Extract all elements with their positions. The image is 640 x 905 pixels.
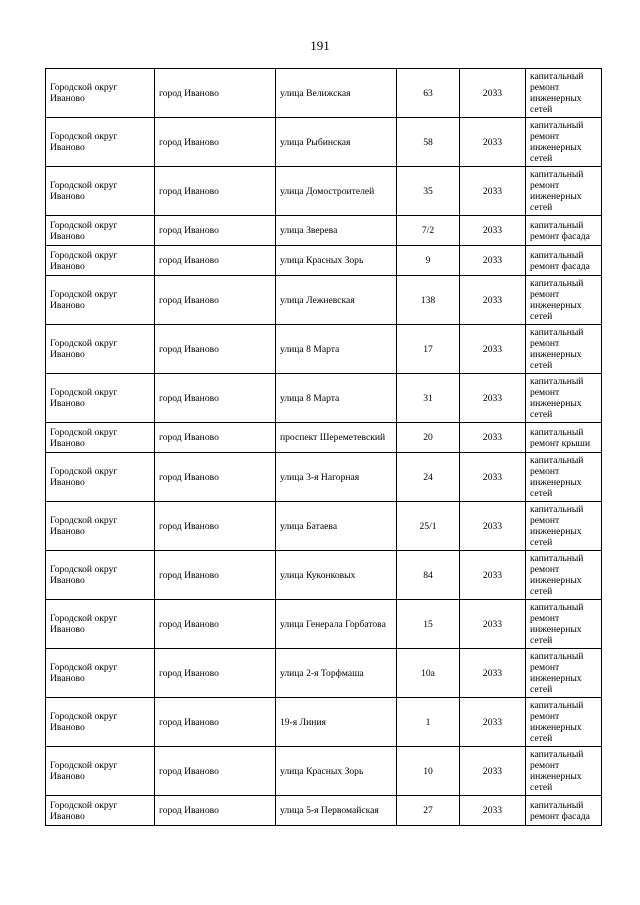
table-row bbox=[46, 216, 602, 246]
table-row bbox=[46, 551, 602, 600]
year-cell: 2033 bbox=[460, 502, 526, 551]
district-cell: Городской округ Иваново bbox=[46, 246, 155, 276]
city-cell: город Иваново bbox=[155, 374, 276, 423]
work-type-cell: капитальный ремонт инженерных сетей bbox=[526, 167, 602, 216]
page-number: 191 bbox=[310, 38, 330, 53]
street-cell: улица Велижская bbox=[276, 69, 397, 118]
house-cell: 31 bbox=[397, 374, 460, 423]
street-cell: улица 8 Марта bbox=[276, 374, 397, 423]
work-type-cell: капитальный ремонт инженерных сетей bbox=[526, 453, 602, 502]
table-row bbox=[46, 246, 602, 276]
city-cell: город Иваново bbox=[155, 325, 276, 374]
street-cell: улица 2-я Торфмаша bbox=[276, 649, 397, 698]
district-cell: Городской округ Иваново bbox=[46, 796, 155, 826]
table-row bbox=[46, 453, 602, 502]
street-cell: улица 3-я Нагорная bbox=[276, 453, 397, 502]
year-cell: 2033 bbox=[460, 453, 526, 502]
housing-repair-table bbox=[45, 68, 602, 826]
city-cell: город Иваново bbox=[155, 246, 276, 276]
table-row bbox=[46, 276, 602, 325]
street-cell: улица Зверева bbox=[276, 216, 397, 246]
district-cell: Городской округ Иваново bbox=[46, 698, 155, 747]
work-type-cell: капитальный ремонт инженерных сетей bbox=[526, 118, 602, 167]
city-cell: город Иваново bbox=[155, 600, 276, 649]
work-type-cell: капитальный ремонт инженерных сетей bbox=[526, 600, 602, 649]
work-type-cell: капитальный ремонт фасада bbox=[526, 216, 602, 246]
house-cell: 25/1 bbox=[397, 502, 460, 551]
work-type-cell: капитальный ремонт фасада bbox=[526, 246, 602, 276]
work-type-cell: капитальный ремонт крыши bbox=[526, 423, 602, 453]
city-cell: город Иваново bbox=[155, 698, 276, 747]
district-cell: Городской округ Иваново bbox=[46, 551, 155, 600]
work-type-cell: капитальный ремонт инженерных сетей bbox=[526, 698, 602, 747]
district-cell: Городской округ Иваново bbox=[46, 649, 155, 698]
street-cell: улица Куконковых bbox=[276, 551, 397, 600]
table-row bbox=[46, 423, 602, 453]
work-type-cell: капитальный ремонт инженерных сетей bbox=[526, 502, 602, 551]
district-cell: Городской округ Иваново bbox=[46, 453, 155, 502]
house-cell: 27 bbox=[397, 796, 460, 826]
house-cell: 35 bbox=[397, 167, 460, 216]
district-cell: Городской округ Иваново bbox=[46, 502, 155, 551]
house-cell: 84 bbox=[397, 551, 460, 600]
year-cell: 2033 bbox=[460, 698, 526, 747]
district-cell: Городской округ Иваново bbox=[46, 167, 155, 216]
house-cell: 7/2 bbox=[397, 216, 460, 246]
table-row bbox=[46, 747, 602, 796]
street-cell: улица Батаева bbox=[276, 502, 397, 551]
house-cell: 10а bbox=[397, 649, 460, 698]
table-row bbox=[46, 502, 602, 551]
work-type-cell: капитальный ремонт инженерных сетей bbox=[526, 374, 602, 423]
city-cell: город Иваново bbox=[155, 649, 276, 698]
house-cell: 1 bbox=[397, 698, 460, 747]
city-cell: город Иваново bbox=[155, 502, 276, 551]
city-cell: город Иваново bbox=[155, 167, 276, 216]
house-cell: 9 bbox=[397, 246, 460, 276]
district-cell: Городской округ Иваново bbox=[46, 374, 155, 423]
table-row bbox=[46, 167, 602, 216]
house-cell: 15 bbox=[397, 600, 460, 649]
city-cell: город Иваново bbox=[155, 216, 276, 246]
house-cell: 10 bbox=[397, 747, 460, 796]
city-cell: город Иваново bbox=[155, 747, 276, 796]
city-cell: город Иваново bbox=[155, 276, 276, 325]
table-row bbox=[46, 69, 602, 118]
district-cell: Городской округ Иваново bbox=[46, 69, 155, 118]
street-cell: улица Красных Зорь bbox=[276, 747, 397, 796]
district-cell: Городской округ Иваново bbox=[46, 216, 155, 246]
district-cell: Городской округ Иваново bbox=[46, 600, 155, 649]
year-cell: 2033 bbox=[460, 325, 526, 374]
work-type-cell: капитальный ремонт инженерных сетей bbox=[526, 325, 602, 374]
year-cell: 2033 bbox=[460, 747, 526, 796]
house-cell: 24 bbox=[397, 453, 460, 502]
year-cell: 2033 bbox=[460, 551, 526, 600]
table-row bbox=[46, 600, 602, 649]
district-cell: Городской округ Иваново bbox=[46, 747, 155, 796]
house-cell: 17 bbox=[397, 325, 460, 374]
year-cell: 2033 bbox=[460, 216, 526, 246]
street-cell: улица 8 Марта bbox=[276, 325, 397, 374]
table-row bbox=[46, 374, 602, 423]
district-cell: Городской округ Иваново bbox=[46, 276, 155, 325]
street-cell: улица Генерала Горбатова bbox=[276, 600, 397, 649]
house-cell: 20 bbox=[397, 423, 460, 453]
work-type-cell: капитальный ремонт фасада bbox=[526, 796, 602, 826]
city-cell: город Иваново bbox=[155, 118, 276, 167]
work-type-cell: капитальный ремонт инженерных сетей bbox=[526, 69, 602, 118]
house-cell: 138 bbox=[397, 276, 460, 325]
district-cell: Городской округ Иваново bbox=[46, 118, 155, 167]
city-cell: город Иваново bbox=[155, 69, 276, 118]
district-cell: Городской округ Иваново bbox=[46, 325, 155, 374]
year-cell: 2033 bbox=[460, 167, 526, 216]
city-cell: город Иваново bbox=[155, 453, 276, 502]
table-row bbox=[46, 118, 602, 167]
street-cell: улица Домостроителей bbox=[276, 167, 397, 216]
table-row bbox=[46, 796, 602, 826]
city-cell: город Иваново bbox=[155, 796, 276, 826]
city-cell: город Иваново bbox=[155, 423, 276, 453]
table-row bbox=[46, 698, 602, 747]
year-cell: 2033 bbox=[460, 423, 526, 453]
year-cell: 2033 bbox=[460, 276, 526, 325]
street-cell: улица Рыбинская bbox=[276, 118, 397, 167]
table-row bbox=[46, 649, 602, 698]
street-cell: проспект Шереметевский bbox=[276, 423, 397, 453]
year-cell: 2033 bbox=[460, 118, 526, 167]
street-cell: улица 5-я Первомайская bbox=[276, 796, 397, 826]
year-cell: 2033 bbox=[460, 649, 526, 698]
city-cell: город Иваново bbox=[155, 551, 276, 600]
work-type-cell: капитальный ремонт инженерных сетей bbox=[526, 276, 602, 325]
year-cell: 2033 bbox=[460, 600, 526, 649]
year-cell: 2033 bbox=[460, 246, 526, 276]
year-cell: 2033 bbox=[460, 69, 526, 118]
work-type-cell: капитальный ремонт инженерных сетей bbox=[526, 649, 602, 698]
district-cell: Городской округ Иваново bbox=[46, 423, 155, 453]
year-cell: 2033 bbox=[460, 796, 526, 826]
street-cell: улица Лежневская bbox=[276, 276, 397, 325]
work-type-cell: капитальный ремонт инженерных сетей bbox=[526, 551, 602, 600]
street-cell: 19-я Линия bbox=[276, 698, 397, 747]
table-row bbox=[46, 325, 602, 374]
house-cell: 58 bbox=[397, 118, 460, 167]
house-cell: 63 bbox=[397, 69, 460, 118]
year-cell: 2033 bbox=[460, 374, 526, 423]
work-type-cell: капитальный ремонт инженерных сетей bbox=[526, 747, 602, 796]
street-cell: улица Красных Зорь bbox=[276, 246, 397, 276]
